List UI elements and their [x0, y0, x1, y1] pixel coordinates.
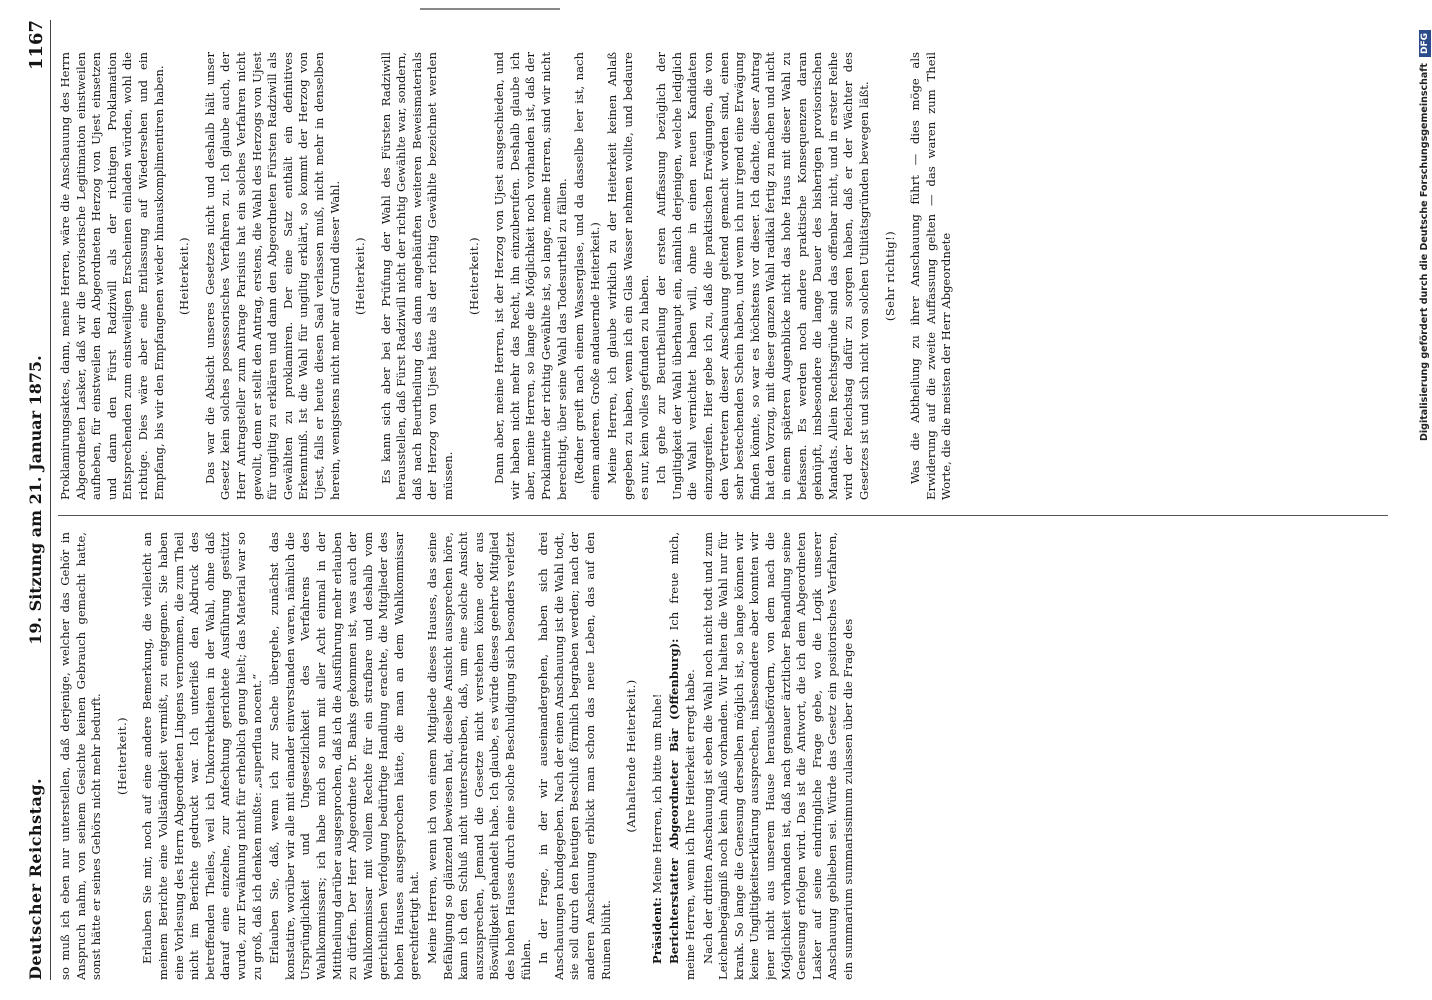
paragraph: so muß ich eben nur unterstellen, daß derjenige, welcher das Gehör in Anspruch nahm, von seinem Gesichte keinen Gebrauch gemacht hatte, sonst hätte er seines Gehörs nicht mehr bedurft.: [58, 532, 104, 980]
digitization-sidebar: [1410, 30, 1432, 990]
rotated-page-content: [16, 20, 1416, 980]
interjection: (Heiterkeit.): [466, 237, 481, 315]
interjection: (Heiterkeit.): [177, 237, 192, 315]
paragraph: Meine Herren, wenn ich von einem Mitgliede dieses Hauses, das seine Befähigung so glänzend bewiesen hat, dieselbe Ansicht aussprechen höre, kann ich den Schluß nicht unterschreiben, daß, um eine solche Ansicht auszusprechen, Jemand die Gesetze nicht verstehen könne oder aus Böswilligkeit gehandelt habe. Ich glaube, es würde dieses geehrte Mitglied des hohen Hauses durch eine solche Beschuldigung sich besonders verletzt fühlen.: [425, 532, 533, 980]
digitization-credit: [1414, 30, 1432, 990]
paragraph: Dann aber, meine Herren, ist der Herzog von Ujest ausgeschieden, und wir haben nicht mehr das Recht, ihn einzuberufen. Deshalb glaube ich aber, meine Herren, so lange die Möglichkeit noch vorhanden ist, daß der Proklamirte der richtig Gewählte ist, so lange, meine Herren, sind wir nicht berechtigt, über seine Wahl das Todesurtheil zu fällen.: [492, 52, 569, 500]
interjection: (Sehr richtig!): [882, 230, 897, 322]
paragraph: In der Frage, in der wir auseinandergehen, haben sich drei Anschauungen kundgegeben. Nach der einen Anschauung ist die Wahl todt, sie soll durch den heutigen Beschluß förmlich begraben werden; nach der anderen Anschauung erblickt man schon das neue Leben, das auf den Ruinen blüht.: [536, 532, 613, 980]
scan-artifact: [420, 0, 560, 10]
page-header: [22, 20, 51, 980]
paragraph: Meine Herren, ich glaube wirklich zu der Heiterkeit keinen Anlaß gegeben zu haben, wenn ich ein Glas Wasser nehmen wollte, und bedaure es nur, kein volles gefunden zu haben.: [605, 52, 651, 500]
paragraph: Das war die Absicht unseres Gesetzes nicht und deshalb hält unser Gesetz kein solches possessorisches Verfahren zu. Ich glaube auch, der Herr Antragsteller zum Antrage Parisius hat ein solches Verfahren nicht gewollt, denn er stellt den Antrag, erstens, die Wahl des Herzogs von Ujest für ungiltig zu erklären und dann den Abgeordneten Fürsten Radziwill als Gewählten zu proklamiren. Der eine Satz enthält ein definitives Erkenntniß. Ist die Wahl für ungiltig erklärt, so kommt der Herzog von Ujest, falls er heute diesen Saal verlassen muß, nicht mehr in denselben herein, wenigstens nicht mehr auf Grund dieser Wahl.: [202, 52, 342, 500]
speech-text: Ich freue mich, meine Herren, wenn ich Ihre Heiterkeit erregt habe.: [667, 532, 697, 980]
interjection: (Heiterkeit.): [353, 237, 368, 315]
interjection: (Anhaltende Heiterkeit.): [624, 679, 639, 833]
paragraph: Erlauben Sie mir, noch auf eine andere Bemerkung, die vielleicht an meinem Berichte eine Vollständigkeit vermißt, zu entgegnen. Sie haben eine Vorlesung des Herrn Abgeordneten Lingens vernommen, die zum Theil nicht im Berichte gedruckt war. Ich unterließ den Abdruck des betreffenden Theiles, weil ich Unkorrektheiten in der Wahl, ohne daß darauf eine einzelne, zur Anfechtung gerichtete Ausführung gestützt wurde, zur Erwähnung nicht für erheblich genug hielt; das Material war so zu groß, daß ich denken mußte: „superflua nocent.“: [140, 532, 264, 980]
dfg-logo: DFG: [1419, 30, 1431, 57]
page-number: 1167: [26, 20, 47, 71]
speaker-name: Berichterstatter Abgeordneter Bär (Offenburg):: [667, 638, 682, 964]
left-column: [58, 532, 1398, 980]
paragraph: Ich gehe zur Beurtheilung der ersten Auffassung bezüglich der Ungiltigkeit der Wahl überhaupt ein, nämlich derjenigen, welche lediglich die Wahl vernichtet haben will, ohne in einen neuen Kandidaten einzugreifen. Hier gebe ich zu, daß die praktischen Erwägungen, die von den Vertretern dieser Anschauung geltend gemacht worden sind, einen sehr bestechenden Schein haben, und wenn ich nur irgend eine Erwägung finden könnte, so war es höchstens vor dieser. Ich dachte, dieser Antrag hat den Vorzug, mit dieser ganzen Wahl radikal fertig zu machen und nicht in einem späteren Augenblicke nicht das hohe Haus mit dieser Wahl zu befassen. Es werden noch andere praktische Konsequenzen daran geknüpft, insbesondere die lange Dauer des bisherigen provisorischen Mandats. Allein Rechtsgründe sind das offenbar nicht, und in erster Reihe wird der Reichstag dafür zu sorgen haben, daß er der Wächter des Gesetzes ist und sich nicht von solchen Utilitätsgründen bewegen läßt.: [654, 52, 871, 500]
header-publication: Deutscher Reichstag.: [26, 777, 45, 980]
column-divider: [58, 515, 1388, 516]
speaker-paragraph: [667, 532, 698, 980]
header-session: 19. Sitzung am 21. Januar 1875.: [26, 355, 45, 645]
paragraph: Nach der dritten Anschauung ist eben die Wahl noch nicht todt und zum Leichenbegängniß noch kein Anlaß vorhanden. Wir halten die Wahl nur für krank. So lange die Genesung derselben möglich ist, so lange können wir keine Ungiltigkeitserklärung aussprechen, insbesondere aber konnten wir jener nicht aus unserem Hause herausbefördern, von dem nach die Möglichkeit vorhanden ist, daß nach genauer ärztlicher Behandlung seine Genesung erfolgen wird. Das ist die Antwort, die ich dem Abgeordneten Lasker auf seine eindringliche Frage gebe, wo die Logik unserer Anschauung geblieben sei. Würde das Gesetz ein positorisches Verfahren, ein summarium summarissimum zulassen über die Frage des: [700, 532, 855, 980]
paragraph: Was die Abtheilung zu ihrer Anschauung führt — dies möge als Erwiderung auf die zweite Auffassung gelten — das waren zum Theil Worte, die die meisten der Herr Abgeordnete: [908, 52, 954, 500]
paragraph: Proklamirungsaktes, dann, meine Herren, wäre die Anschauung des Herrn Abgeordneten Lasker, daß wir die provisorische Legitimation einstweilen aufheben, für einstweilen den Abgeordneten Herzog von Ujest einsetzen und dann den Fürst Radziwill als der richtigen Proklamation Entsprechenden zum einstweiligen Erscheinen einladen würden, wohl die richtige. Dies wäre aber eine Entlassung auf Wiedersehen und ein Empfang, bis wir den Empfangenen wieder hinauskomplimentiren haben.: [58, 52, 166, 500]
credit-text: Digitalisierung gefördert durch die Deutsche Forschungsgemeinschaft: [1419, 63, 1430, 441]
speaker-name: Präsident:: [649, 897, 664, 964]
right-column: [58, 52, 1398, 500]
paragraph: Erlauben Sie, daß, wenn ich zur Sache übergehe, zunächst das konstatire, worüber wir alle mit einander einverstanden waren, nämlich die Ursprünglichkeit und Ungesetzlichkeit des Verfahrens des Wahlkommissars; ich habe mich so nun mit aller Acht einmal in der Mittheilung darüber ausgesprochen, daß ich die Ausführung mehr erlauben zu dürfen. Der Herr Abgeordnete Dr. Banks gekommen ist, was auch der Wahlkommissar mit vollem Rechte für ein strafbare und deshalb vom gerichtlichen Verfolgung bedürftige Handlung erachte, die Mitglieder des hohen Hauses ausgesprochen hätte, die man an dem Wahlkommissar gerechtfertigt hat.: [267, 532, 422, 980]
stage-direction: (Redner greift nach einem Wasserglase, und da dasselbe leer ist, nach einem anderen. Große andauernde Heiterkeit.): [572, 52, 602, 500]
speech-text: Meine Herren, ich bitte um Ruhe!: [649, 693, 664, 894]
interjection: (Heiterkeit.): [114, 717, 129, 795]
paragraph: Es kann sich aber bei der Prüfung der Wahl des Fürsten Radziwill herausstellen, daß Fürst Radziwill nicht der richtig Gewählte war, sondern, daß nach Beurtheilung des dann angehäuften weiteren Beweismaterials der Herzog von Ujest hätte als der richtig Gewählte bezeichnet werden müssen.: [378, 52, 456, 500]
speaker-paragraph: [650, 532, 666, 980]
